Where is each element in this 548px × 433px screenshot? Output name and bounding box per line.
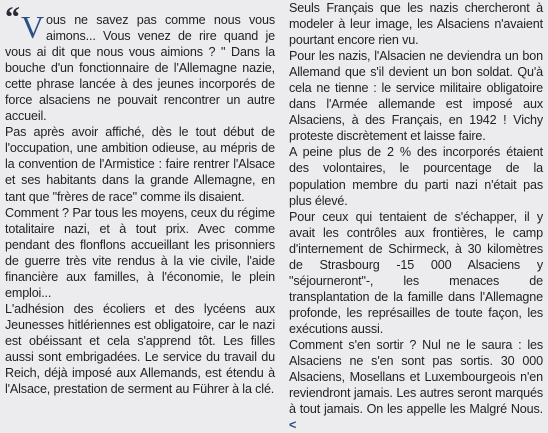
paragraph-1 bbox=[5, 0, 275, 124]
opening-quote-mark: “ bbox=[5, 1, 19, 34]
end-of-article-mark: < bbox=[289, 418, 297, 433]
paragraph-9-text: Comment s'en sortir ? Nul ne le saura : les Alsaciens ne s'en sont pas sortis. 30 000 Alsaciens, Mosellans et Luxembourgeois n'en reviendront jamais. Les autres seront marqués à tout jamais. On les appelle les Malgré Nous. bbox=[289, 337, 543, 417]
paragraph-5: Seuls Français que les nazis chercheront à modeler à leur image, les Alsaciens n'avaient pourtant encore rien vu. bbox=[289, 1, 543, 48]
right-column bbox=[289, 0, 543, 433]
left-column bbox=[5, 0, 275, 397]
paragraph-2: Pas après avoir affiché, dès le tout début de l'occupation, une ambition odieuse, au mépris de la convention de l'Armistice : faire rentrer l'Alsace et ses habitants dans la grande Allemagne, en tant que "frères de race" comme ils disaient. bbox=[5, 125, 275, 204]
paragraph-9 bbox=[289, 337, 543, 433]
dropcap-letter: V bbox=[21, 9, 44, 45]
paragraph-1-text: ous ne savez pas comme nous vous aimons... Vous venez de rire quand je vous ai dit que nous vous aimions ? " Dans la bouche d'un fonctionnaire de l'Allemagne nazie, cette phrase lancée à des jeunes incorporés de force alsaciens ne pouvait rencontrer un autre accueil. bbox=[5, 13, 275, 124]
paragraph-6: Pour les nazis, l'Alsacien ne deviendra un bon Allemand que s'il devient un bon soldat. Qu'à cela ne tienne : le service militaire obligatoire dans l'Armée allemande est imposé aux Alsaciens, à des Français, en 1942 ! Vichy proteste discrètement et laisse faire. bbox=[289, 49, 543, 144]
paragraph-4: L'adhésion des écoliers et des lycéens aux Jeunesses hitlériennes est obligatoire, car le nazi est obéissant et cela s'apprend tôt. Les filles aussi sont embrigadées. Le service du travail du Reich, déjà imposé aux Allemands, est étendu à l'Alsace, prestation de serment au Führer à la clé. bbox=[5, 301, 275, 397]
paragraph-7: A peine plus de 2 % des incorporés étaient des volontaires, le pourcentage de la population membre du parti nazi n'était pas plus élevé. bbox=[289, 145, 543, 208]
paragraph-3: Comment ? Par tous les moyens, ceux du régime totalitaire nazi, et à tout prix. Avec comme pendant des flonflons accueillant les prisonniers de guerre très vite rendus à la vie civile, l'aide financière aux familles, à l'économie, le plein emploi... bbox=[5, 205, 275, 300]
paragraph-8: Pour ceux qui tentaient de s'échapper, il y avait les contrôles aux frontières, le camp d'internement de Schirmeck, à 30 kilomètres de Strasbourg -15 000 Alsaciens y "séjourneront"-, les menaces de transplantation de la famille dans l'Allemagne profonde, les représailles de toute façon, les exécutions aussi. bbox=[289, 209, 543, 336]
